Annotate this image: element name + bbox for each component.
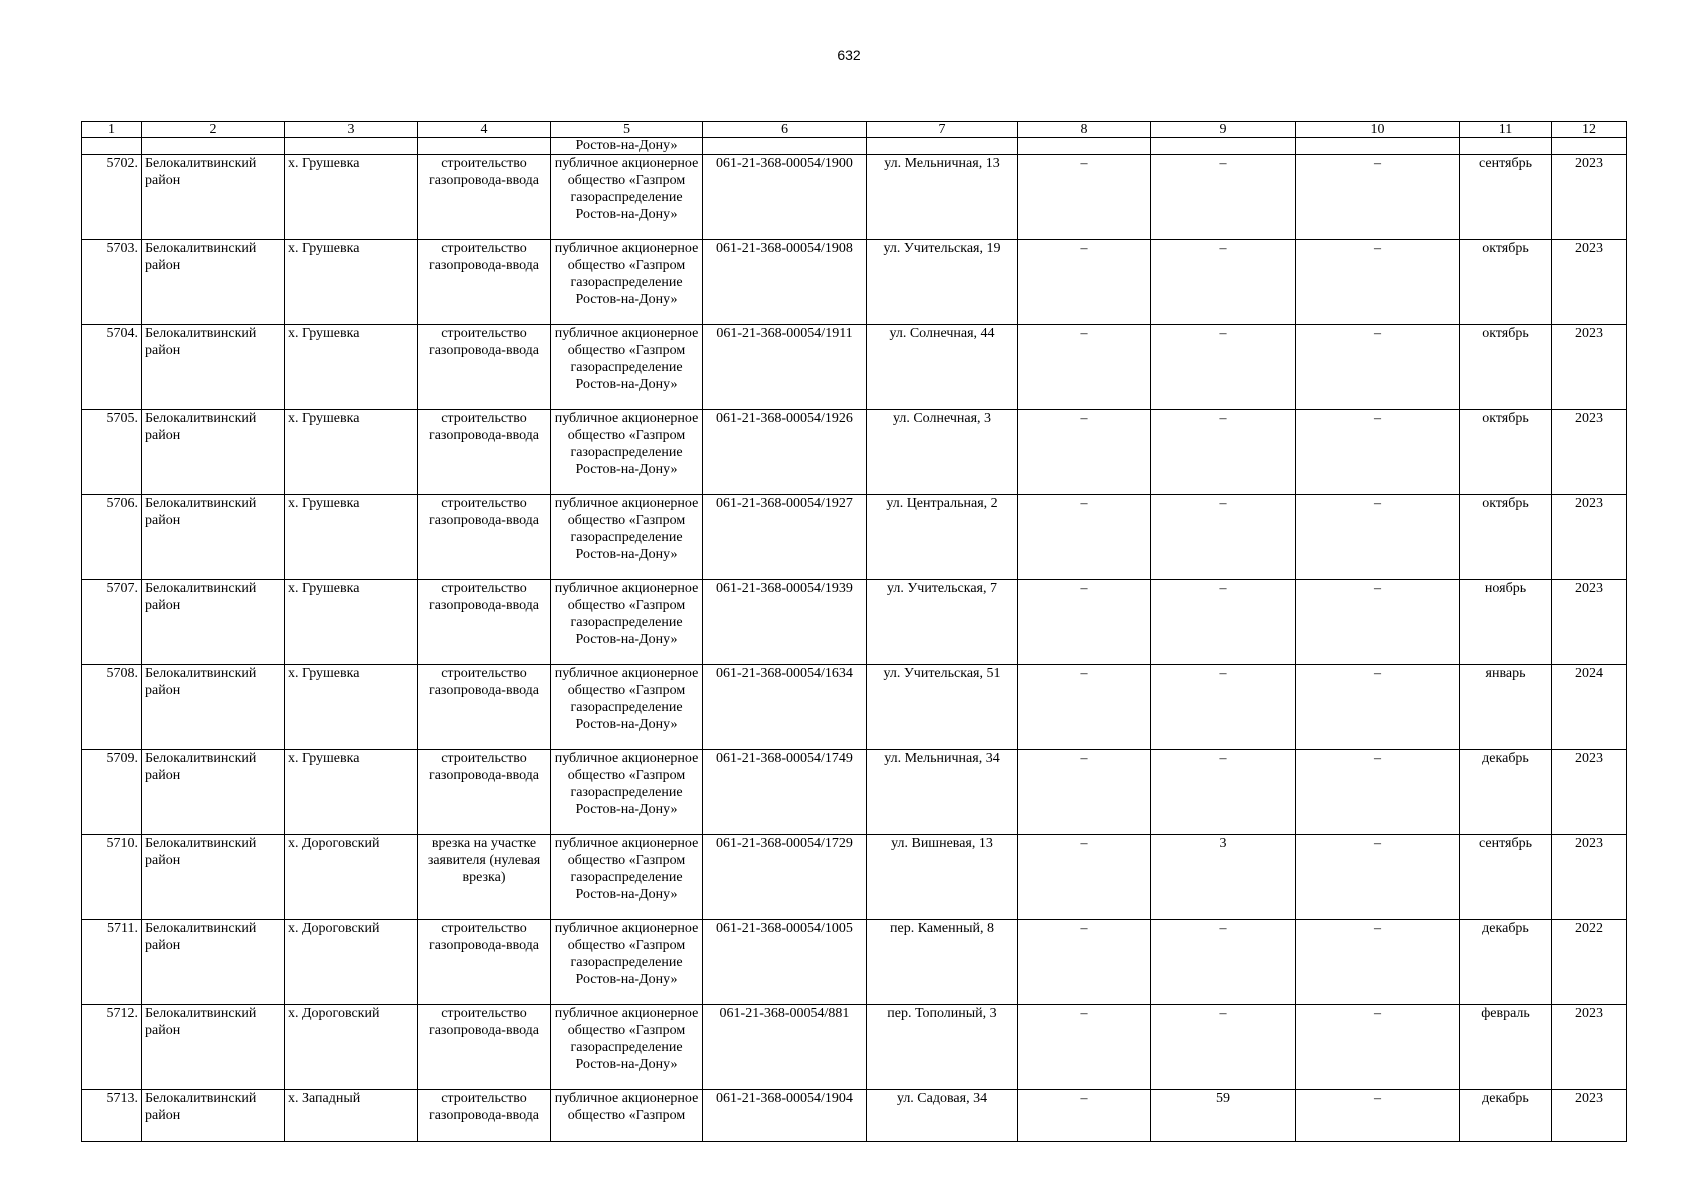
row-number-cell: 5704. [82, 325, 142, 410]
work-type-cell: строительство газопровода-ввода [418, 155, 551, 240]
district-cell: Белокалитвинский район [142, 155, 285, 240]
table-row [82, 155, 1627, 240]
column-8-cell: – [1018, 580, 1151, 665]
year-cell: 2022 [1552, 920, 1627, 1005]
table-row [82, 1090, 1627, 1142]
district-cell: Белокалитвинский район [142, 580, 285, 665]
code-cell: 061-21-368-00054/1927 [703, 495, 867, 580]
table-cell [1552, 138, 1627, 155]
organization-cell: публичное акционерное общество «Газпром газораспределение Ростов-на-Дону» [551, 155, 703, 240]
column-8-cell: – [1018, 835, 1151, 920]
month-cell: февраль [1460, 1005, 1552, 1090]
locality-cell: х. Грушевка [285, 155, 418, 240]
locality-cell: х. Грушевка [285, 240, 418, 325]
district-cell: Белокалитвинский район [142, 750, 285, 835]
row-number-cell: 5706. [82, 495, 142, 580]
table-cell [1151, 138, 1296, 155]
table-row [82, 665, 1627, 750]
column-9-cell: – [1151, 155, 1296, 240]
table-cell [1018, 138, 1151, 155]
column-header: 9 [1151, 122, 1296, 138]
column-8-cell: – [1018, 1090, 1151, 1142]
row-number-cell: 5711. [82, 920, 142, 1005]
column-header: 2 [142, 122, 285, 138]
address-cell: ул. Солнечная, 3 [867, 410, 1018, 495]
register-table [81, 121, 1627, 1142]
table-row [82, 750, 1627, 835]
year-cell: 2023 [1552, 835, 1627, 920]
column-9-cell: – [1151, 240, 1296, 325]
work-type-cell: строительство газопровода-ввода [418, 240, 551, 325]
locality-cell: х. Дороговский [285, 1005, 418, 1090]
organization-cell: публичное акционерное общество «Газпром газораспределение Ростов-на-Дону» [551, 835, 703, 920]
year-cell: 2024 [1552, 665, 1627, 750]
locality-cell: х. Грушевка [285, 750, 418, 835]
column-9-cell: 59 [1151, 1090, 1296, 1142]
month-cell: октябрь [1460, 325, 1552, 410]
row-number-cell: 5702. [82, 155, 142, 240]
work-type-cell: врезка на участке заявителя (нулевая врезка) [418, 835, 551, 920]
continuation-row [82, 138, 1627, 155]
work-type-cell: строительство газопровода-ввода [418, 325, 551, 410]
column-9-cell: 3 [1151, 835, 1296, 920]
table-cell [285, 138, 418, 155]
column-8-cell: – [1018, 920, 1151, 1005]
table-cell: Ростов-на-Дону» [551, 138, 703, 155]
table-cell [418, 138, 551, 155]
month-cell: сентябрь [1460, 155, 1552, 240]
column-10-cell: – [1296, 1090, 1460, 1142]
organization-cell: публичное акционерное общество «Газпром газораспределение Ростов-на-Дону» [551, 410, 703, 495]
district-cell: Белокалитвинский район [142, 920, 285, 1005]
district-cell: Белокалитвинский район [142, 325, 285, 410]
column-9-cell: – [1151, 580, 1296, 665]
table-body [82, 138, 1627, 1142]
work-type-cell: строительство газопровода-ввода [418, 495, 551, 580]
address-cell: ул. Мельничная, 13 [867, 155, 1018, 240]
table-row [82, 580, 1627, 665]
row-number-cell: 5712. [82, 1005, 142, 1090]
column-header: 1 [82, 122, 142, 138]
column-header: 7 [867, 122, 1018, 138]
month-cell: октябрь [1460, 240, 1552, 325]
locality-cell: х. Грушевка [285, 495, 418, 580]
address-cell: ул. Вишневая, 13 [867, 835, 1018, 920]
locality-cell: х. Дороговский [285, 920, 418, 1005]
table-row [82, 240, 1627, 325]
address-cell: ул. Садовая, 34 [867, 1090, 1018, 1142]
work-type-cell: строительство газопровода-ввода [418, 1005, 551, 1090]
code-cell: 061-21-368-00054/1900 [703, 155, 867, 240]
code-cell: 061-21-368-00054/1939 [703, 580, 867, 665]
district-cell: Белокалитвинский район [142, 835, 285, 920]
table-row [82, 920, 1627, 1005]
row-number-cell: 5708. [82, 665, 142, 750]
table-cell [82, 138, 142, 155]
work-type-cell: строительство газопровода-ввода [418, 665, 551, 750]
district-cell: Белокалитвинский район [142, 665, 285, 750]
organization-cell: публичное акционерное общество «Газпром газораспределение Ростов-на-Дону» [551, 665, 703, 750]
month-cell: октябрь [1460, 495, 1552, 580]
column-10-cell: – [1296, 495, 1460, 580]
column-header: 8 [1018, 122, 1151, 138]
organization-cell: публичное акционерное общество «Газпром [551, 1090, 703, 1142]
column-header: 10 [1296, 122, 1460, 138]
row-number-cell: 5710. [82, 835, 142, 920]
locality-cell: х. Грушевка [285, 410, 418, 495]
organization-cell: публичное акционерное общество «Газпром газораспределение Ростов-на-Дону» [551, 495, 703, 580]
column-10-cell: – [1296, 665, 1460, 750]
year-cell: 2023 [1552, 1090, 1627, 1142]
district-cell: Белокалитвинский район [142, 1090, 285, 1142]
column-9-cell: – [1151, 665, 1296, 750]
column-8-cell: – [1018, 325, 1151, 410]
month-cell: ноябрь [1460, 580, 1552, 665]
district-cell: Белокалитвинский район [142, 240, 285, 325]
table-cell [142, 138, 285, 155]
column-number-row [82, 122, 1627, 138]
column-header: 11 [1460, 122, 1552, 138]
row-number-cell: 5707. [82, 580, 142, 665]
year-cell: 2023 [1552, 495, 1627, 580]
column-9-cell: – [1151, 410, 1296, 495]
address-cell: ул. Учительская, 19 [867, 240, 1018, 325]
column-header: 5 [551, 122, 703, 138]
month-cell: декабрь [1460, 920, 1552, 1005]
code-cell: 061-21-368-00054/1729 [703, 835, 867, 920]
column-10-cell: – [1296, 325, 1460, 410]
work-type-cell: строительство газопровода-ввода [418, 750, 551, 835]
table-cell [1296, 138, 1460, 155]
code-cell: 061-21-368-00054/1634 [703, 665, 867, 750]
address-cell: пер. Каменный, 8 [867, 920, 1018, 1005]
month-cell: октябрь [1460, 410, 1552, 495]
month-cell: сентябрь [1460, 835, 1552, 920]
organization-cell: публичное акционерное общество «Газпром газораспределение Ростов-на-Дону» [551, 580, 703, 665]
column-header: 12 [1552, 122, 1627, 138]
month-cell: январь [1460, 665, 1552, 750]
column-header: 3 [285, 122, 418, 138]
year-cell: 2023 [1552, 580, 1627, 665]
code-cell: 061-21-368-00054/1749 [703, 750, 867, 835]
column-10-cell: – [1296, 1005, 1460, 1090]
locality-cell: х. Дороговский [285, 835, 418, 920]
table-row [82, 325, 1627, 410]
organization-cell: публичное акционерное общество «Газпром газораспределение Ростов-на-Дону» [551, 240, 703, 325]
column-10-cell: – [1296, 835, 1460, 920]
table-row [82, 1005, 1627, 1090]
district-cell: Белокалитвинский район [142, 410, 285, 495]
month-cell: декабрь [1460, 1090, 1552, 1142]
column-8-cell: – [1018, 665, 1151, 750]
address-cell: ул. Солнечная, 44 [867, 325, 1018, 410]
table-cell [867, 138, 1018, 155]
column-9-cell: – [1151, 750, 1296, 835]
row-number-cell: 5703. [82, 240, 142, 325]
row-number-cell: 5705. [82, 410, 142, 495]
organization-cell: публичное акционерное общество «Газпром газораспределение Ростов-на-Дону» [551, 750, 703, 835]
table-row [82, 835, 1627, 920]
column-10-cell: – [1296, 410, 1460, 495]
column-10-cell: – [1296, 155, 1460, 240]
column-header: 6 [703, 122, 867, 138]
address-cell: ул. Учительская, 7 [867, 580, 1018, 665]
address-cell: ул. Учительская, 51 [867, 665, 1018, 750]
table-cell [703, 138, 867, 155]
address-cell: ул. Центральная, 2 [867, 495, 1018, 580]
month-cell: декабрь [1460, 750, 1552, 835]
column-8-cell: – [1018, 1005, 1151, 1090]
work-type-cell: строительство газопровода-ввода [418, 410, 551, 495]
row-number-cell: 5713. [82, 1090, 142, 1142]
work-type-cell: строительство газопровода-ввода [418, 580, 551, 665]
table-cell [1460, 138, 1552, 155]
work-type-cell: строительство газопровода-ввода [418, 920, 551, 1005]
column-10-cell: – [1296, 920, 1460, 1005]
year-cell: 2023 [1552, 155, 1627, 240]
locality-cell: х. Западный [285, 1090, 418, 1142]
row-number-cell: 5709. [82, 750, 142, 835]
column-10-cell: – [1296, 580, 1460, 665]
year-cell: 2023 [1552, 750, 1627, 835]
year-cell: 2023 [1552, 325, 1627, 410]
code-cell: 061-21-368-00054/1908 [703, 240, 867, 325]
organization-cell: публичное акционерное общество «Газпром газораспределение Ростов-на-Дону» [551, 325, 703, 410]
code-cell: 061-21-368-00054/881 [703, 1005, 867, 1090]
year-cell: 2023 [1552, 410, 1627, 495]
locality-cell: х. Грушевка [285, 580, 418, 665]
organization-cell: публичное акционерное общество «Газпром газораспределение Ростов-на-Дону» [551, 920, 703, 1005]
district-cell: Белокалитвинский район [142, 1005, 285, 1090]
column-8-cell: – [1018, 410, 1151, 495]
work-type-cell: строительство газопровода-ввода [418, 1090, 551, 1142]
address-cell: пер. Тополиный, 3 [867, 1005, 1018, 1090]
year-cell: 2023 [1552, 240, 1627, 325]
organization-cell: публичное акционерное общество «Газпром газораспределение Ростов-на-Дону» [551, 1005, 703, 1090]
address-cell: ул. Мельничная, 34 [867, 750, 1018, 835]
column-8-cell: – [1018, 750, 1151, 835]
district-cell: Белокалитвинский район [142, 495, 285, 580]
table-row [82, 495, 1627, 580]
column-8-cell: – [1018, 495, 1151, 580]
column-header: 4 [418, 122, 551, 138]
column-9-cell: – [1151, 1005, 1296, 1090]
page-number: 632 [837, 47, 861, 63]
table-row [82, 410, 1627, 495]
column-8-cell: – [1018, 155, 1151, 240]
code-cell: 061-21-368-00054/1926 [703, 410, 867, 495]
locality-cell: х. Грушевка [285, 665, 418, 750]
column-10-cell: – [1296, 240, 1460, 325]
column-9-cell: – [1151, 495, 1296, 580]
code-cell: 061-21-368-00054/1911 [703, 325, 867, 410]
locality-cell: х. Грушевка [285, 325, 418, 410]
column-9-cell: – [1151, 920, 1296, 1005]
code-cell: 061-21-368-00054/1904 [703, 1090, 867, 1142]
column-9-cell: – [1151, 325, 1296, 410]
year-cell: 2023 [1552, 1005, 1627, 1090]
column-10-cell: – [1296, 750, 1460, 835]
code-cell: 061-21-368-00054/1005 [703, 920, 867, 1005]
column-8-cell: – [1018, 240, 1151, 325]
